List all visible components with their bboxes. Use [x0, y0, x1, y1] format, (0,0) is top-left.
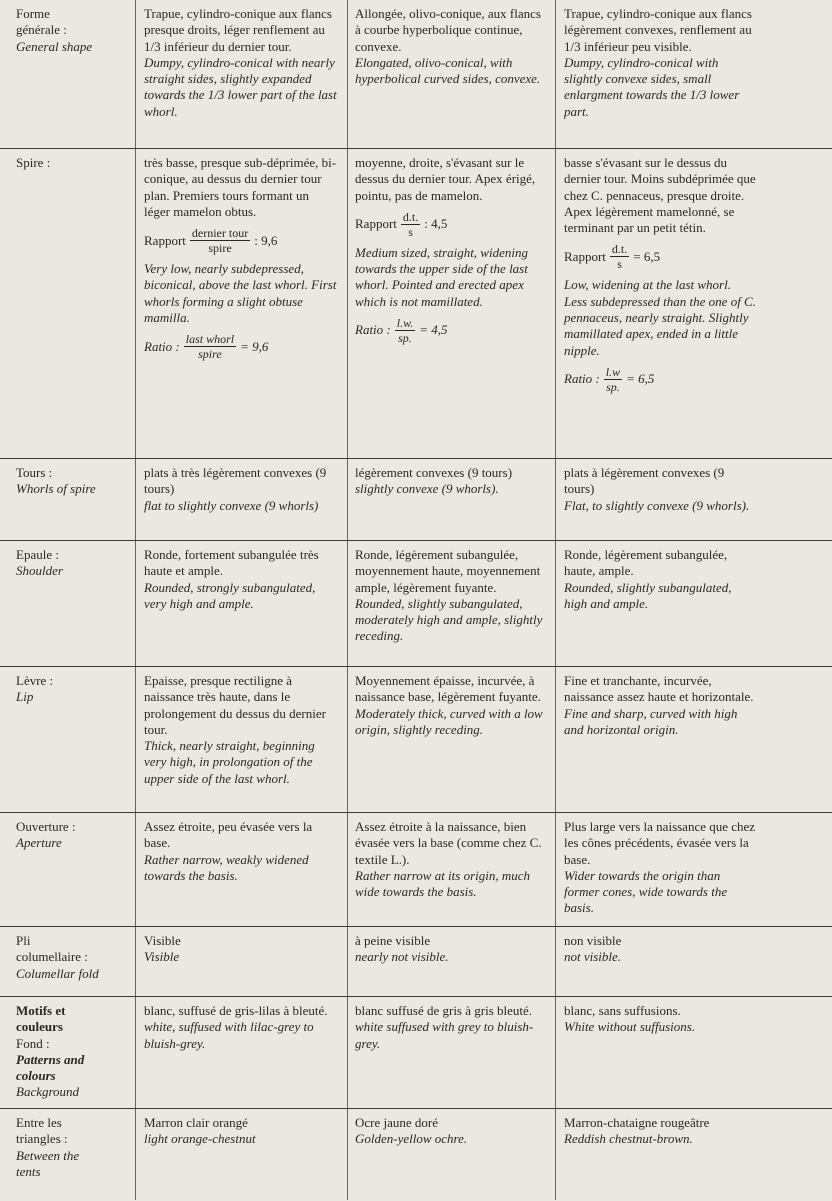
row-label [16, 673, 128, 706]
ratio-value: = 6,5 [626, 371, 655, 387]
row-general-shape [0, 0, 832, 148]
label-en: colours [16, 1068, 56, 1084]
label-fr: Spire : [16, 155, 51, 170]
label-en: Shoulder [16, 563, 63, 579]
label-fr: couleurs [16, 1019, 63, 1035]
row-spire [0, 148, 832, 459]
text-en: Very low, nearly subdepressed, biconical, above the last whorl. First whorls forming a slight obtuse mamilla. [144, 261, 337, 326]
cell-col3 [564, 819, 757, 917]
text-en: Visible [144, 949, 180, 965]
row-label [16, 1003, 128, 1101]
label-en: Patterns and [16, 1051, 85, 1067]
text-en: Thick, nearly straight, beginning very high, in prolongation of the upper side of the last whorl. [144, 738, 315, 786]
cell-col2 [355, 1003, 546, 1052]
cell-col3 [564, 465, 757, 514]
ratio-denominator: s [617, 257, 622, 272]
ratio-numerator: last whorl [185, 332, 235, 347]
text-fr: blanc, suffusé de gris-lilas à bleuté. [144, 1003, 328, 1018]
text-en: Moderately thick, curved with a low origin, slightly receding. [355, 705, 543, 737]
text-fr: plats à très légèrement convexes (9 tours) [144, 465, 327, 497]
ratio-fraction [190, 226, 250, 255]
ratio-prefix: Ratio : [144, 338, 180, 354]
text-fr: Assez étroite, peu évasée vers la base. [144, 819, 313, 851]
ratio-denominator: sp. [606, 379, 620, 394]
ratio-en [564, 365, 757, 394]
label-fr: Fond : [16, 1035, 50, 1051]
text-en: white, suffused with lilac-grey to bluish-grey. [144, 1019, 314, 1051]
cell-col3 [564, 6, 757, 120]
text-fr: Epaisse, presque rectiligne à naissance très haute, dans le prolongement du dessus du dernier tour. [144, 673, 326, 737]
label-fr: Lèvre : [16, 673, 54, 688]
ratio-fr [355, 210, 546, 239]
row-shoulder [0, 540, 832, 667]
row-label [16, 465, 128, 498]
label-en: General shape [16, 38, 93, 54]
label-en: Columellar fold [16, 965, 99, 981]
label-fr: Entre les [16, 1115, 62, 1130]
row-label [16, 1115, 128, 1180]
text-en: Flat, to slightly convexe (9 whorls). [564, 497, 750, 513]
text-fr: Visible [144, 933, 181, 948]
ratio-fraction [395, 316, 415, 345]
ratio-fr [144, 226, 338, 255]
text-en: nearly not visible. [355, 949, 449, 965]
label-fr: triangles : [16, 1131, 68, 1147]
row-between-tents [0, 1108, 832, 1201]
text-fr: Marron clair orangé [144, 1115, 248, 1130]
text-en: Wider towards the origin than former cones, wide towards the basis. [564, 867, 728, 916]
cell-col2 [355, 1115, 546, 1148]
text-fr: Assez étroite à la naissance, bien évasée vers la base (comme chez C. textile L.). [355, 819, 542, 867]
text-en: Reddish chestnut-brown. [564, 1131, 693, 1147]
label-fr: Ouverture : [16, 819, 76, 834]
text-fr: Moyennement épaisse, incurvée, à naissance base, légèrement fuyante. [355, 673, 541, 705]
text-fr: Allongée, olivo-conique, aux flancs à courbe hyperbolique continue, convexe. [355, 6, 541, 54]
text-fr: plats à légèrement convexes (9 tours) [564, 465, 725, 497]
row-label [16, 6, 128, 55]
row-whorls [0, 458, 832, 541]
text-fr: très basse, presque sub-déprimée, bi-conique, au dessus du dernier tour plan. Premiers tours formant un léger mamelon obtus. [144, 155, 337, 219]
cell-col1 [144, 1003, 338, 1052]
text-fr: blanc suffusé de gris à gris bleuté. [355, 1003, 533, 1018]
row-label [16, 819, 128, 852]
cell-col2 [355, 465, 546, 498]
ratio-denominator: spire [198, 347, 222, 362]
ratio-numerator: d.t. [402, 209, 419, 224]
cell-col2 [355, 6, 546, 87]
text-en: Rather narrow, weakly widened towards the basis. [144, 851, 309, 883]
text-en: Rounded, slightly subangulated, moderately high and ample, slightly receding. [355, 595, 543, 644]
ratio-prefix: Rapport [355, 216, 397, 232]
cell-col2 [355, 155, 546, 351]
ratio-value: = 9,6 [240, 338, 269, 354]
text-fr: Trapue, cylindro-conique aux flancs légèrement convexes, renflement au 1/3 inférieur peu visible. [564, 6, 752, 54]
cell-col1 [144, 547, 338, 612]
cell-col2 [355, 933, 546, 966]
ratio-numerator: dernier tour [191, 226, 249, 241]
cell-col2 [355, 819, 546, 900]
ratio-value: = 4,5 [419, 322, 448, 338]
text-fr: Ronde, fortement subangulée très haute et ample. [144, 547, 319, 579]
ratio-en [144, 332, 338, 361]
ratio-fr [564, 242, 757, 271]
cell-col1 [144, 155, 338, 367]
text-en: white suffused with grey to bluish-grey. [355, 1019, 534, 1051]
cell-col3 [564, 933, 757, 966]
row-lip [0, 666, 832, 813]
text-fr: à peine visible [355, 933, 431, 948]
text-fr: légèrement convexes (9 tours) [355, 465, 513, 480]
row-aperture [0, 812, 832, 927]
text-en: Golden-yellow ochre. [355, 1131, 468, 1147]
cell-col3 [564, 547, 757, 612]
text-fr: blanc, sans suffusions. [564, 1003, 681, 1018]
text-en: Rounded, slightly subangulated, high and ample. [564, 579, 732, 611]
text-en: Rather narrow at its origin, much wide towards the basis. [355, 867, 531, 900]
text-en: Rounded, strongly subangulated, very high and ample. [144, 579, 316, 611]
row-label [16, 933, 128, 982]
label-en: Whorls of spire [16, 481, 96, 497]
text-en: Low, widening at the last whorl. Less subdepressed than the one of C. pennaceus, nearly straight. Slightly mamillated apex, ended in a little nipple. [564, 277, 756, 358]
text-en: Fine and sharp, curved with high and horizontal origin. [564, 705, 738, 737]
text-en: Medium sized, straight, widening towards the upper side of the last whorl. Pointed and erected apex which is not mamillated. [355, 244, 528, 309]
label-en: Background [16, 1084, 80, 1100]
text-fr: Ronde, légèrement subangulée, haute, ample. [564, 547, 728, 579]
label-fr: columellaire : [16, 949, 88, 965]
ratio-denominator: s [408, 224, 413, 239]
ratio-fraction [184, 332, 236, 361]
label-en: Lip [16, 689, 34, 705]
text-en: not visible. [564, 949, 622, 965]
ratio-denominator: spire [208, 241, 232, 256]
ratio-fraction [401, 210, 420, 239]
cell-col2 [355, 547, 546, 645]
text-fr: Ronde, légèrement subangulée, moyennement haute, moyennement ample, légèrement fuyante. [355, 547, 541, 595]
text-fr: non visible [564, 933, 622, 948]
ratio-prefix: Ratio : [564, 371, 600, 387]
text-fr: moyenne, droite, s'évasant sur le dessus du dernier tour. Apex érigé, pointu, pas de mamelon. [355, 155, 536, 203]
text-fr: basse s'évasant sur le dessus du dernier tour. Moins subdéprimée que chez C. pennaceus, presque droite. Apex légèrement mamelonné, se terminant par un petit tétin. [564, 155, 756, 236]
text-en: White without suffusions. [564, 1019, 696, 1035]
ratio-fraction [610, 242, 629, 271]
ratio-prefix: Ratio : [355, 322, 391, 338]
label-fr: Motifs et [16, 1003, 66, 1018]
cell-col3 [564, 1115, 757, 1148]
ratio-denominator: sp. [398, 331, 412, 346]
row-label [16, 155, 128, 171]
ratio-en [355, 316, 546, 345]
ratio-prefix: Rapport [564, 248, 606, 264]
ratio-prefix: Rapport [144, 232, 186, 248]
label-fr: générale : [16, 22, 67, 38]
text-fr: Fine et tranchante, incurvée, naissance assez haute et horizontale. [564, 673, 754, 705]
label-fr: Epaule : [16, 547, 59, 562]
text-fr: Ocre jaune doré [355, 1115, 439, 1130]
ratio-value: : 9,6 [254, 232, 278, 248]
ratio-numerator: l.w. [396, 316, 414, 331]
ratio-fraction [604, 365, 622, 394]
text-en: Dumpy, cylindro-conical with nearly straight sides, slightly expanded towards the 1/3 lower part of the last whorl. [144, 54, 337, 119]
label-en: tents [16, 1163, 41, 1179]
text-en: flat to slightly convexe (9 whorls) [144, 497, 319, 513]
text-fr: Trapue, cylindro-conique aux flancs presque droits, léger renflement au 1/3 inférieur du dernier tour. [144, 6, 332, 54]
cell-col1 [144, 819, 338, 884]
cell-col3 [564, 1003, 757, 1036]
cell-col1 [144, 1115, 338, 1148]
cell-col2 [355, 673, 546, 738]
ratio-numerator: d.t. [611, 242, 628, 257]
row-columellar-fold [0, 926, 832, 997]
cell-col3 [564, 673, 757, 738]
label-fr: Pli [16, 933, 31, 948]
text-fr: Plus large vers la naissance que chez les cônes précédents, évasée vers la base. [564, 819, 756, 867]
text-fr: Marron-chataigne rougeâtre [564, 1115, 710, 1130]
label-fr: Forme [16, 6, 50, 21]
cell-col1 [144, 933, 338, 966]
cell-col1 [144, 6, 338, 120]
cell-col1 [144, 673, 338, 787]
text-en: slightly convexe (9 whorls). [355, 481, 499, 497]
text-en: light orange-chestnut [144, 1131, 256, 1147]
ratio-numerator: l.w [605, 364, 621, 379]
cell-col1 [144, 465, 338, 514]
text-en: Dumpy, cylindro-conical with slightly convexe sides, small enlargment towards the 1/3 lower part. [564, 54, 740, 119]
row-patterns-colours [0, 996, 832, 1109]
row-label [16, 547, 128, 580]
label-en: Between the [16, 1147, 80, 1163]
cell-col3 [564, 155, 757, 400]
label-en: Aperture [16, 835, 62, 851]
label-fr: Tours : [16, 465, 53, 480]
ratio-value: = 6,5 [633, 248, 661, 264]
text-en: Elongated, olivo-conical, with hyperbolical curved sides, convexe. [355, 54, 541, 87]
ratio-value: : 4,5 [424, 216, 448, 232]
